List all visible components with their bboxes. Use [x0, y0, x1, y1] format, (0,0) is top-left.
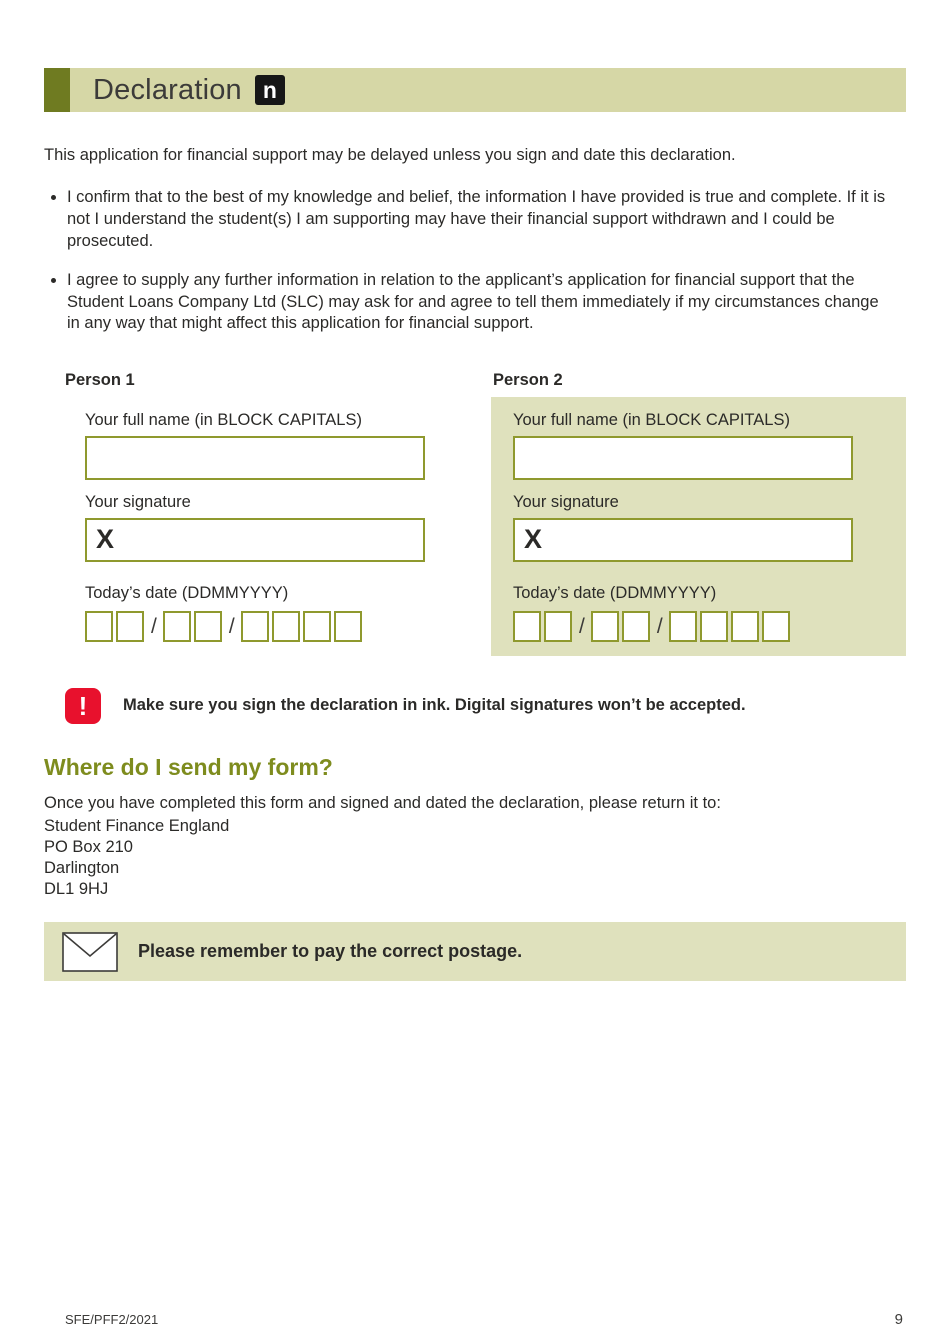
page-number: 9	[894, 1311, 903, 1328]
person-1-full-name-label: Your full name (in BLOCK CAPITALS)	[85, 410, 362, 429]
banner-accent-square	[44, 68, 70, 112]
address-line: PO Box 210	[44, 838, 133, 857]
person-2-fields-panel	[491, 397, 906, 656]
person-2-date-inputs	[513, 611, 884, 642]
person-1-section	[44, 372, 464, 656]
document-code: SFE/PFF2/2021	[65, 1312, 159, 1327]
person-1-date-label: Today’s date (DDMMYYYY)	[85, 583, 289, 602]
person-2-full-name-label: Your full name (in BLOCK CAPITALS)	[513, 410, 790, 429]
address-line: Darlington	[44, 859, 120, 878]
date-separator: /	[579, 614, 585, 638]
postage-banner	[44, 922, 906, 981]
date-day-box[interactable]	[513, 611, 541, 642]
warning-row	[44, 688, 906, 724]
date-year-box[interactable]	[303, 611, 331, 642]
warning-icon: !	[65, 688, 101, 724]
date-month-box[interactable]	[163, 611, 191, 642]
envelope-icon	[62, 932, 118, 972]
return-address	[44, 816, 906, 900]
bullet-item: • I confirm that to the best of my knowledge and belief, the information I have provided is true and complete. If it is not I understand the student(s) I am supporting may have their financial support withdrawn and I could be prosecuted.	[67, 187, 889, 252]
date-year-box[interactable]	[762, 611, 790, 642]
send-form-heading: Where do I send my form?	[44, 753, 333, 780]
person-2-heading: Person 2	[493, 371, 563, 390]
send-form-intro: Once you have completed this form and signed and dated the declaration, please return it to:	[44, 793, 721, 812]
date-year-box[interactable]	[334, 611, 362, 642]
address-line: DL1 9HJ	[44, 880, 109, 899]
signature-x-mark: X	[524, 524, 543, 555]
date-month-box[interactable]	[622, 611, 650, 642]
date-month-box[interactable]	[194, 611, 222, 642]
person-2-full-name-input[interactable]	[513, 436, 853, 480]
person-2-date-label: Today’s date (DDMMYYYY)	[513, 583, 717, 602]
date-day-box[interactable]	[116, 611, 144, 642]
warning-text: Make sure you sign the declaration in ink. Digital signatures won’t be accepted.	[123, 695, 746, 714]
section-header-banner	[44, 68, 906, 112]
person-2-signature-label: Your signature	[513, 492, 619, 511]
date-year-box[interactable]	[241, 611, 269, 642]
date-separator: /	[151, 614, 157, 638]
intro-text: This application for financial support may be delayed unless you sign and date this declaration.	[44, 146, 736, 164]
note-icon: n	[255, 75, 285, 105]
person-2-section	[491, 372, 906, 656]
person-1-fields	[44, 397, 464, 656]
person-1-signature-label: Your signature	[85, 492, 191, 511]
date-year-box[interactable]	[700, 611, 728, 642]
date-day-box[interactable]	[544, 611, 572, 642]
date-year-box[interactable]	[272, 611, 300, 642]
person-1-signature-input[interactable]	[85, 518, 425, 562]
persons-columns	[44, 372, 906, 656]
date-separator: /	[656, 614, 663, 638]
date-year-box[interactable]	[731, 611, 759, 642]
declaration-bullet-list	[44, 187, 906, 335]
person-1-heading: Person 1	[65, 371, 135, 390]
person-2-signature-input[interactable]	[513, 518, 853, 562]
person-1-full-name-input[interactable]	[85, 436, 425, 480]
date-separator: /	[228, 614, 235, 638]
bullet-item: • I agree to supply any further information in relation to the applicant’s application for financial support that the Student Loans Company Ltd (SLC) may ask for and agree to tell them immediately if my circumstances change in any way that might affect this application for financial support.	[67, 270, 889, 335]
address-line: Student Finance England	[44, 816, 230, 835]
date-day-box[interactable]	[85, 611, 113, 642]
page-title: Declaration	[93, 73, 242, 106]
page-footer	[65, 1311, 903, 1328]
date-year-box[interactable]	[669, 611, 697, 642]
postage-text: Please remember to pay the correct postage.	[138, 941, 523, 962]
signature-x-mark: X	[96, 524, 115, 555]
person-1-date-inputs	[85, 611, 464, 642]
date-month-box[interactable]	[591, 611, 619, 642]
page-content	[0, 68, 950, 981]
